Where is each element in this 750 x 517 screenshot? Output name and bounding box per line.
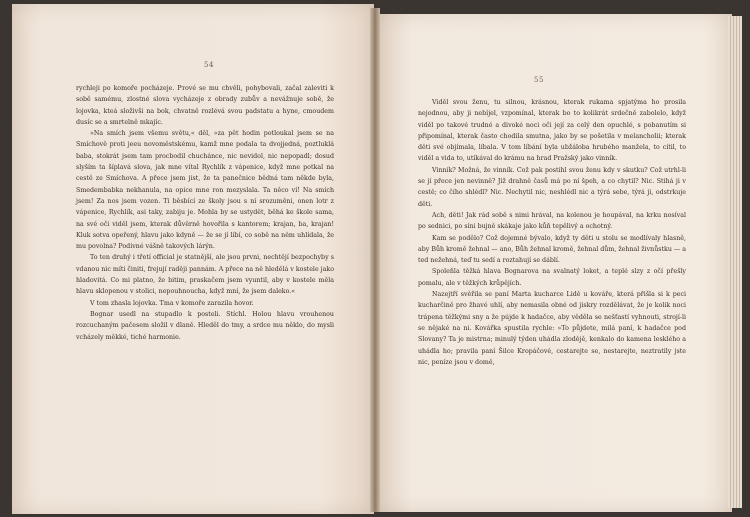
- paragraph: rychleji po komoře pocházeje. Ртové se mu chvěli, pohybovali, začal zaleviti k sobě samému, zlostné slova vycházeje z obrady zubův a nevážnuje sobě, že lojovka, kteá složivši na bok, chvatně rozlévá svou padstatu a hyne, cmoudem dusíc se a smrtelně mkajíc.: [76, 85, 334, 126]
- paragraph: Ach, děti! Jak rád sobě s nimi hrával, na kolenou je houpával, na krku nosíval po sednici, po síni bujně skákaje jako kůň tepělivý a ochotný.: [418, 211, 686, 231]
- paragraph: Spoleňla těžká hlava Bognarova na svalnatý loket, a teplé slzy z očí přešly pomalu, ale v těžkých krůpějích.: [418, 268, 686, 287]
- paragraph: To ten druhý i třetí official je statnější, ale jsou prvni, nechtějí bezpochyby s vdanou nic míti činiti, frejují raději pannám. A přece na ně hledělá v kostele jako hladovitá. Co mi platno, že bitim, praskačem jsem vyuntil, aby v kostele měla hlavu sklopenou v stolici, nepouhnoucha, když mní, že jsem daleko.«: [76, 254, 334, 296]
- paragraph: Bognar usedl na stupadlo k posteli. Stíchl. Holou hlavu vrouhenou rozcuchaným pačesem složil v dlaně. Hleděl do tmy, a srdce mu něklo, do mysli vcházely měkké, tiché harmonie.: [76, 310, 334, 341]
- paragraph: Viděl svou ženu, tu silnou, krásnou, kterak rukama spjatýma ho prosila nejodnou, aby ji nebíjel, vzpomínal, kterak bo to kolikrát srdečně zabolelo, když viděl po takové trudné a divoké noci oči její za celý den opuchlé, s pobanutím si připomínal, kterak často chodila smutna, jako by se pošetila v melancholii; kterak děti své objímala, líbala. V tom líbání byla ubžáloba hrubého manžela, to cítil, to viděl a vida to, utíkával do krámu na hrad Pražský jako vinník.: [418, 99, 686, 163]
- paragraph: »Na smích jsem všemu světu,« děl, »za pět hodin potloukal jsem se na Smíchově proti jeeu novoměstskému, kamž mne podala ta dvojjedná, poztluklá baba, stokrát jsem tam procbodil chuchánce, nic nevidol, nic nepopadl; dosud slyším ta šíplavá slova, jak mne vítal Rychlík z vápenice, když mne potkal na cestě ze Smíchova. A přece jsem jist, že ta panečnice bědná tam někde byla, Smedembabka nekhanula, na opice mne ron mezyslala. Ta něco ví! Na smích jsem! Za nos jsem vozen. Ti běsbící ze školy jsou s ní srozuměni, onen lotr z vápenice, Rychlík, asi taky, zabiju je. Mohla by se ustydět, běhá ke škole sama, na své oči viděl jsem, kterak důvěrně hovořila s kantorem; krajan, ba, krajan! Kluk sotva opeřený, hlavu jako kdyně — že se jí líbí, co sobě na něm uhlídala, že mu povolna? Podivné vášně takových lárýn.: [76, 130, 334, 251]
- book-gutter: [370, 8, 380, 512]
- paragraph: V tom zhasla lojovka. Tma v komoře zarazila hovor.: [90, 299, 254, 307]
- right-page-number: 55: [534, 76, 544, 84]
- paragraph: Nazejtří svěřila se paní Marta kucharce Lidě u kováře, která přišla si k peci kucharčině pro žhavé uhlí, aby nemasila obné od jiskry rozdělávat, že je kolik noci trápena těžkými sny a že pújde k hadačce, aby věděla se nešťastí vyhnouti, strojí-li se nějaké na ni. Kovářka spustila rychle: »To půjdete, milá paní, k hadačce pod Slovany? Ta je mistrna; minulý týden uhádla zlodějě, kenkalo do kamena lesklého a uhádla ho; pravila paní Šilce Kropáčové, cestarejte se, nestarejte, neztratily jste nic, peníze jsou v domě,: [418, 291, 686, 366]
- left-page-text: [76, 83, 334, 343]
- paragraph: Kam se podělo? Což dojemné bývalo, když ty děti u stolu se modlívaly hlasně, aby Bůh kromě žehnal — ano, Bůh žehnal kromě, žehnal dům, žehnal živnůstku — a ted nežehná, teď tu sedí a roztahují se dáblí.: [418, 234, 686, 265]
- right-page-text: [418, 97, 686, 368]
- left-page-number: 54: [204, 61, 214, 69]
- page-edges: [728, 16, 742, 508]
- paragraph: Vinník? Možná, že vinník. Což pak postihl svou ženu kdy v skutku? Což utrhl-li se jí přece jen nevinně? Již drahně časů má po ní špeh, a co chytil? Nic. Stihá ji v cestě; co čího shlédl? Nic. Nechytil nic, neshlédl nic a týrá sebe, týrá ji, odstrkuje děti.: [418, 166, 686, 208]
